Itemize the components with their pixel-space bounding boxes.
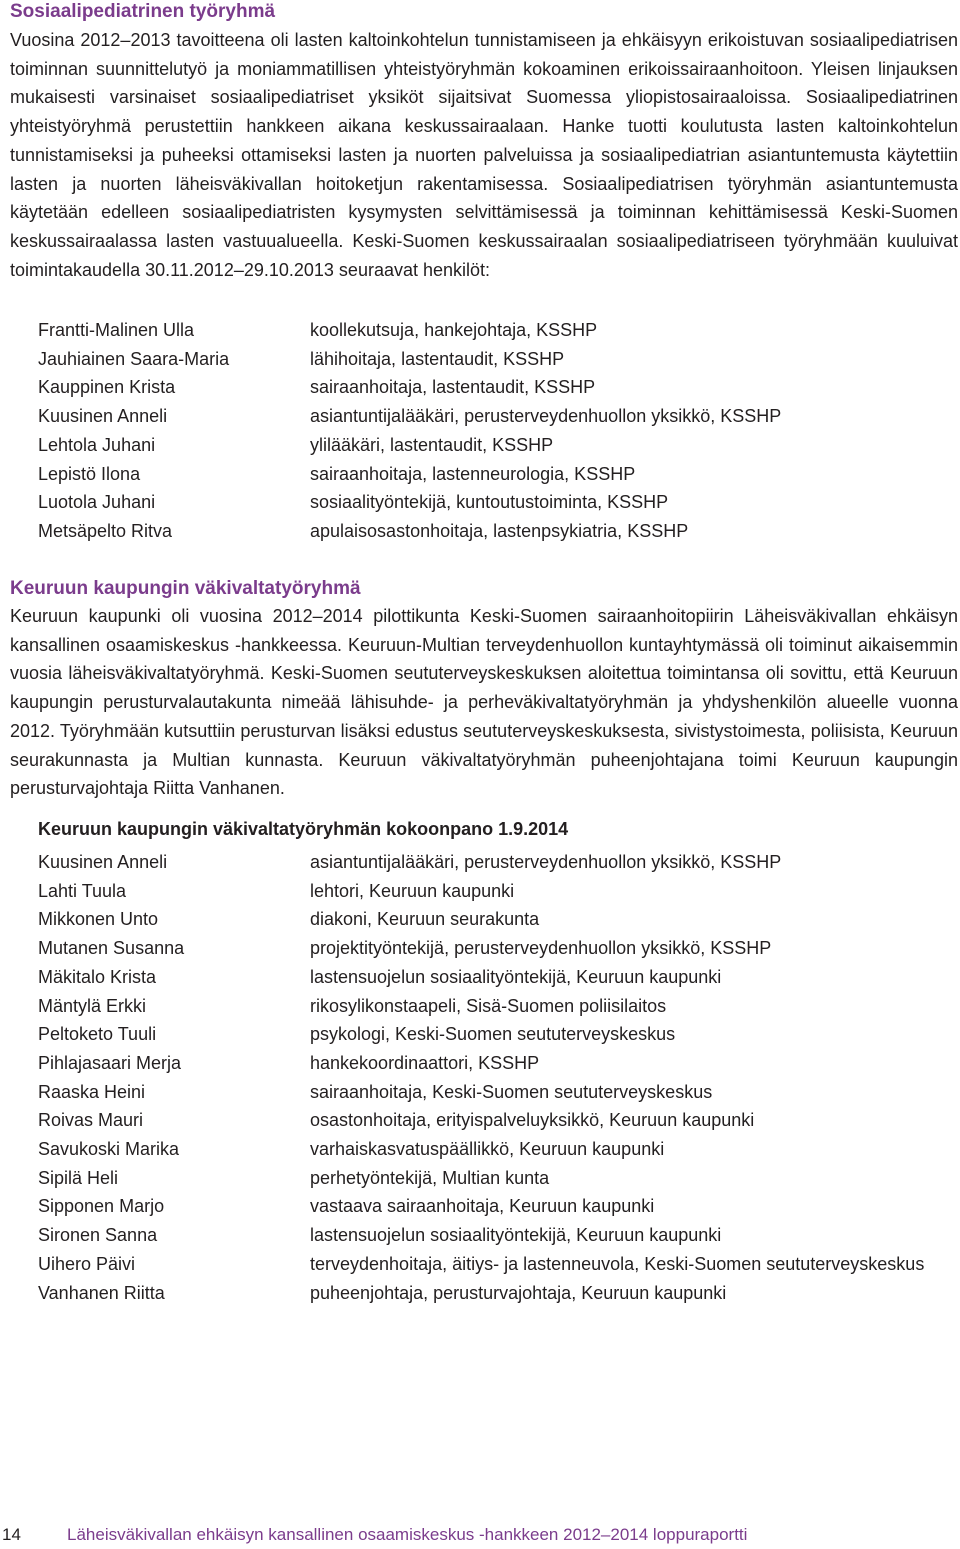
member-row	[38, 934, 948, 963]
member-role: sairaanhoitaja, lastentaudit, KSSHP	[310, 377, 596, 398]
member-role: apulaisosastonhoitaja, lastenpsykiatria, KSSHP	[310, 520, 689, 541]
member-role: varhaiskasvatuspäällikkö, Keuruun kaupunki	[310, 1139, 665, 1160]
member-name: Uihero Päivi	[38, 1253, 136, 1274]
member-name: Kuusinen Anneli	[38, 852, 168, 872]
member-role: rikosylikonstaapeli, Sisä-Suomen poliisilaitos	[310, 995, 667, 1016]
member-name: Vanhanen Riitta	[38, 1282, 165, 1303]
member-role: sairaanhoitaja, Keski-Suomen seututerveyskeskus	[310, 1081, 713, 1102]
member-name: Jauhiainen Saara-Maria	[38, 348, 230, 369]
member-row	[38, 1106, 948, 1135]
member-name: Sironen Sanna	[38, 1225, 158, 1246]
member-row	[38, 316, 948, 345]
member-row	[38, 877, 948, 906]
member-name: Kuusinen Anneli	[38, 406, 168, 427]
member-name: Luotola Juhani	[38, 492, 156, 513]
member-role: lastensuojelun sosiaalityöntekijä, Keuruun kaupunki	[310, 966, 722, 987]
member-role: terveydenhoitaja, äitiys- ja lastenneuvola, Keski-Suomen seututerveyskeskus	[310, 1253, 925, 1274]
composition-subheading: Keuruun kaupungin väkivaltatyöryhmän kokoonpano 1.9.2014	[38, 819, 569, 839]
member-role: hankekoordinaattori, KSSHP	[310, 1052, 540, 1073]
member-role: diakoni, Keuruun seurakunta	[310, 909, 540, 930]
member-row	[38, 345, 948, 374]
member-name: Raaska Heini	[38, 1081, 146, 1102]
section-heading-sosiaalipediatrinen: Sosiaalipediatrinen työryhmä	[10, 1, 276, 22]
member-name: Metsäpelto Ritva	[38, 520, 173, 541]
section-heading-keuruu: Keuruun kaupungin väkivaltatyöryhmä	[10, 578, 361, 599]
member-row	[38, 1020, 948, 1049]
member-row	[38, 1135, 948, 1164]
member-name: Lehtola Juhani	[38, 434, 156, 455]
member-name: Roivas Mauri	[38, 1110, 144, 1131]
member-name: Savukoski Marika	[38, 1139, 180, 1160]
member-row	[38, 1250, 948, 1279]
member-row	[38, 1078, 948, 1107]
member-role: asiantuntijalääkäri, perusterveydenhuollon yksikkö, KSSHP	[310, 852, 782, 872]
member-name: Lahti Tuula	[38, 880, 127, 901]
member-role: lehtori, Keuruun kaupunki	[310, 880, 515, 901]
member-row	[38, 373, 948, 402]
page-number: 14	[2, 1525, 21, 1544]
member-name: Pihlajasaari Merja	[38, 1052, 182, 1073]
member-role: koollekutsuja, hankejohtaja, KSSHP	[310, 320, 598, 340]
member-row	[38, 963, 948, 992]
member-list-sosiaalipediatrinen	[38, 316, 948, 546]
member-name: Peltoketo Tuuli	[38, 1024, 157, 1045]
member-row	[38, 992, 948, 1021]
member-role: psykologi, Keski-Suomen seututerveyskeskus	[310, 1024, 676, 1045]
section-paragraph-keuruu: Keuruun kaupunki oli vuosina 2012–2014 pilottikunta Keski-Suomen sairaanhoitopiirin Läheisväkivallan ehkäisyn kansallinen osaamiskeskus -hankkeessa. Keuruun-Multian terveydenhuollon kuntayhtymässä oli toiminut aikaisemmin vuosia läheisväkivaltatyöryhmä. Keski-Suomen seututerveyskeskuksen aloitettua toimintansa oli sovittu, että Keuruun kaupungin perusturvalautakunta nimeää lähisuhde- ja perheväkivaltatyöryhmän ja yhdyshenkilön alueelle vuonna 2012. Työryhmään kutsuttiin perusturvan lisäksi edustus seututerveyskeskuksesta, sivistystoimesta, poliisista, Keuruun seurakunnasta ja Multian kunnasta. Keuruun väkivaltatyöryhmän puheenjohtajana toimi Keuruun kaupungin perusturvajohtaja Riitta Vanhanen.	[10, 606, 958, 799]
member-role: sosiaalityöntekijä, kuntoutustoiminta, KSSHP	[310, 492, 669, 513]
member-role: vastaava sairaanhoitaja, Keuruun kaupunki	[310, 1196, 655, 1217]
member-row	[38, 1164, 948, 1193]
member-row	[38, 848, 948, 877]
section-paragraph-sosiaalipediatrinen: Vuosina 2012–2013 tavoitteena oli lasten kaltoinkohtelun tunnistamiseen ja ehkäisyyn erikoistuvan sosiaalipediatrisen toiminnan suunnittelutyö ja moniammatillisen yhteistyöryhmän kokoaminen erikoissairaanhoitoon. Yleisen linjauksen mukaisesti varsinaiset sosiaalipediatriset yksiköt sijaitsivat Suomessa yliopistosairaaloissa. Sosiaalipediatrinen yhteistyöryhmä perustettiin hankkeen aikana keskussairaalaan. Hanke tuotti koulutusta lasten kaltoinkohtelun tunnistamiseksi ja puheeksi ottamiseksi lasten ja nuorten palveluissa ja sosiaalipediatrian asiantuntemusta käytettiin lasten ja nuorten läheisväkivallan hoitoketjun rakentamisessa. Sosiaalipediatrisen työryhmän asiantuntemusta käytetään edelleen sosiaalipediatristen kysymysten selvittämisessä ja toiminnan kehittämisessä Keski-Suomen keskussairaalassa lasten vastuualueella. Keski-Suomen keskussairaalan sosiaalipediatriseen työryhmään kuuluivat toimintakaudella 30.11.2012–29.10.2013 seuraavat henkilöt:	[10, 30, 958, 280]
member-name: Lepistö Ilona	[38, 463, 141, 484]
member-row	[38, 517, 948, 546]
member-role: perhetyöntekijä, Multian kunta	[310, 1167, 550, 1188]
member-role: puheenjohtaja, perusturvajohtaja, Keuruun kaupunki	[310, 1282, 727, 1303]
member-name: Sipponen Marjo	[38, 1196, 165, 1217]
member-role: asiantuntijalääkäri, perusterveydenhuollon yksikkö, KSSHP	[310, 406, 782, 427]
member-name: Kauppinen Krista	[38, 377, 176, 398]
member-role: lastensuojelun sosiaalityöntekijä, Keuruun kaupunki	[310, 1225, 722, 1246]
member-row	[38, 488, 948, 517]
member-name: Mäntylä Erkki	[38, 995, 147, 1016]
member-name: Frantti-Malinen Ulla	[38, 320, 195, 340]
member-row	[38, 1049, 948, 1078]
member-role: lähihoitaja, lastentaudit, KSSHP	[310, 348, 565, 369]
member-name: Sipilä Heli	[38, 1167, 119, 1188]
member-name: Mutanen Susanna	[38, 938, 185, 959]
report-title: Läheisväkivallan ehkäisyn kansallinen osaamiskeskus -hankkeen 2012–2014 loppuraportti	[67, 1525, 748, 1544]
member-role: sairaanhoitaja, lastenneurologia, KSSHP	[310, 463, 636, 484]
member-row	[38, 1221, 948, 1250]
member-name: Mäkitalo Krista	[38, 966, 157, 987]
member-role: osastonhoitaja, erityispalveluyksikkö, Keuruun kaupunki	[310, 1110, 755, 1131]
member-name: Mikkonen Unto	[38, 909, 159, 930]
member-role: projektityöntekijä, perusterveydenhuollon yksikkö, KSSHP	[310, 938, 772, 959]
member-row	[38, 1192, 948, 1221]
member-row	[38, 431, 948, 460]
member-row	[38, 460, 948, 489]
member-row	[38, 905, 948, 934]
page-footer	[0, 1524, 960, 1548]
member-list-keuruu	[38, 848, 948, 1307]
member-role: ylilääkäri, lastentaudit, KSSHP	[310, 434, 554, 455]
member-row	[38, 402, 948, 431]
member-row	[38, 1279, 948, 1308]
